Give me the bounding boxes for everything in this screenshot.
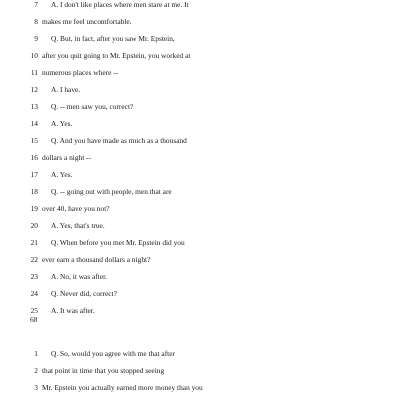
transcript-line [0,168,400,182]
line-text: after you quit going to Mr. Epstein, you worked at [42,51,191,60]
line-text: A. Yes. [51,119,73,128]
line-text: Q. But, in fact, after you saw Mr. Epstein, [51,34,175,43]
line-number: 12 [30,85,38,94]
line-number: 17 [30,170,38,179]
line-text: Q. -- going out with people, men that are [51,187,172,196]
line-number: 2 [34,366,38,375]
line-text: dollars a night -- [42,153,92,162]
line-text: Q. When before you met Mr. Epstein did you [51,238,185,247]
line-text: that point in time that you stopped seeing [42,366,165,375]
transcript-line [0,236,400,250]
line-number: 18 [30,187,38,196]
line-text: A. I don't like places where men stare at me. It [51,0,189,9]
page-number: 68 [30,315,38,324]
line-text: numerous places where -- [42,68,119,77]
line-number: 9 [34,34,38,43]
line-number: 7 [34,0,38,9]
line-number: 20 [30,221,38,230]
transcript-line [0,117,400,131]
transcript-line [0,270,400,284]
transcript-line [0,151,400,165]
line-number: 21 [30,238,38,247]
line-text: Q. And you have made as much as a thousand [51,136,187,145]
line-number: 11 [30,68,38,77]
line-text: Q. Never did, correct? [51,289,117,298]
line-number: 15 [30,136,38,145]
transcript-line [0,100,400,114]
line-number: 1 [34,349,38,358]
transcript-line [0,253,400,267]
line-number: 19 [30,204,38,213]
line-number: 10 [30,51,38,60]
transcript-line [0,134,400,148]
line-text: ever earn a thousand dollars a night? [42,255,151,264]
transcript-line [0,287,400,301]
transcript-line [0,347,400,361]
transcript-line [0,0,400,12]
line-number: 25 [30,306,38,315]
line-text: Q. So, would you agree with me that after [51,349,175,358]
line-number: 23 [30,272,38,281]
line-text: A. It was after. [51,306,95,315]
transcript-line [0,219,400,233]
line-number: 16 [30,153,38,162]
transcript-line [0,202,400,216]
transcript-line [0,304,400,318]
line-number: 8 [34,17,38,26]
transcript-line [0,185,400,199]
line-text: A. I have. [51,85,81,94]
transcript-line [0,381,400,395]
line-text: Q. -- men saw you, correct? [51,102,134,111]
line-number: 13 [30,102,38,111]
transcript-line [0,15,400,29]
line-number: 22 [30,255,38,264]
line-number: 24 [30,289,38,298]
line-number: 14 [30,119,38,128]
transcript-line [0,32,400,46]
line-number: 3 [34,383,38,392]
line-text: A. No, it was after. [51,272,108,281]
line-text: over 40, have you not? [42,204,110,213]
transcript-line [0,364,400,378]
line-text: A. Yes. [51,170,73,179]
line-text: A. Yes, that's true. [51,221,105,230]
line-text: Mr. Epstein you actually earned more money than you [42,383,203,392]
transcript-line [0,83,400,97]
transcript-line [0,49,400,63]
line-text: makes me feel uncomfortable. [42,17,132,26]
transcript-line [0,66,400,80]
